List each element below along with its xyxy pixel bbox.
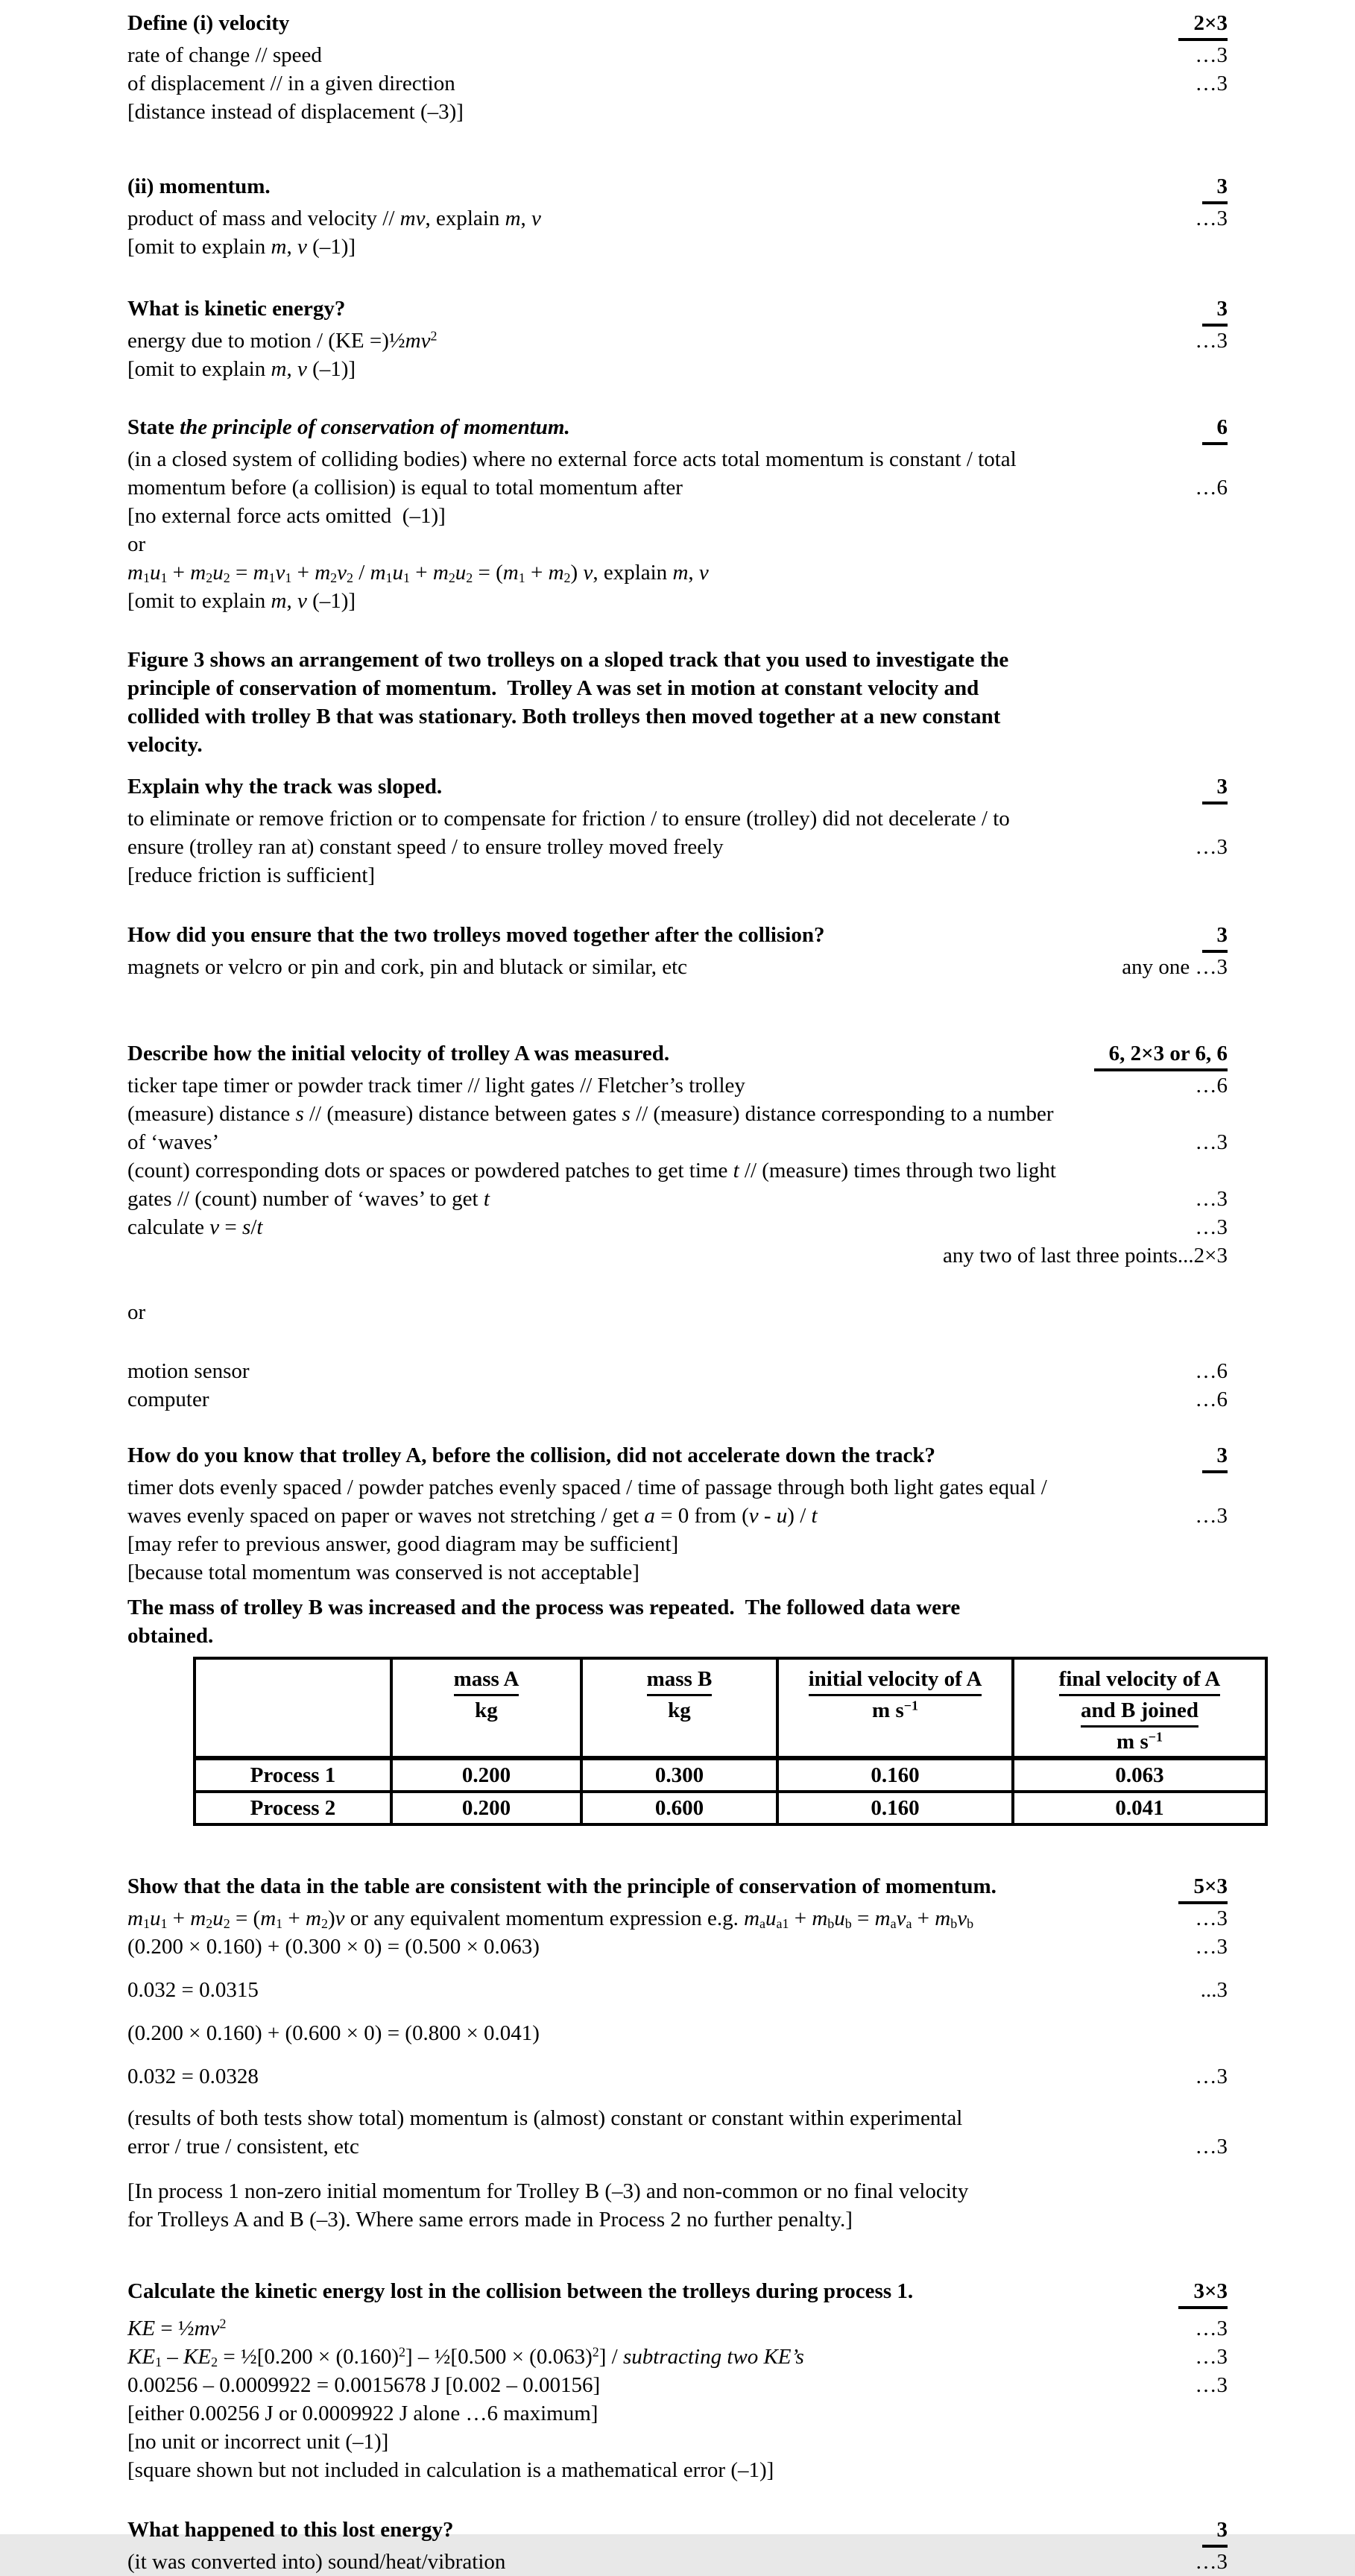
marks-awarded: …6 bbox=[1195, 1359, 1228, 1383]
line-text: [omit to explain m, v (–1)] bbox=[127, 589, 356, 613]
line-text: magnets or velcro or pin and cork, pin and blutack or similar, etc bbox=[127, 955, 687, 979]
marks-awarded: …3 bbox=[1195, 2345, 1228, 2369]
line-text: (0.200 × 0.160) + (0.300 × 0) = (0.500 × 0.063) bbox=[127, 1935, 540, 1959]
scheme-line bbox=[127, 1904, 1228, 1933]
line-text: of displacement // in a given direction bbox=[127, 72, 455, 95]
table-header-cell bbox=[777, 1658, 1013, 1758]
section-show-consistency bbox=[127, 1872, 1228, 2234]
line-text: ensure (trolley ran at) constant speed / to ensure trolley moved freely bbox=[127, 835, 724, 859]
marks-allocation: 3 bbox=[1202, 1441, 1228, 1473]
marks-awarded: …6 bbox=[1195, 1388, 1228, 1411]
marks-awarded: …3 bbox=[1195, 2550, 1228, 2574]
line-text: [no external force acts omitted (–1)] bbox=[127, 504, 446, 528]
value-cell: 0.300 bbox=[581, 1758, 777, 1792]
header-cell-line bbox=[393, 1696, 580, 1725]
table-row bbox=[195, 1758, 1266, 1792]
header-text: m $s^{-1}$ bbox=[1116, 1729, 1163, 1754]
section-figure3-scenario bbox=[127, 646, 1228, 759]
header-cell-line bbox=[583, 1696, 776, 1725]
question-heading bbox=[127, 9, 1228, 41]
table-header-cell bbox=[391, 1658, 581, 1758]
marks-allocation: 2×3 bbox=[1178, 9, 1228, 41]
scheme-line bbox=[127, 1502, 1228, 1530]
scheme-line bbox=[127, 1933, 1228, 1961]
scheme-line bbox=[127, 445, 1228, 473]
line-text: Show that the data in the table are consistent with the principle of conservation of momentum. bbox=[127, 1874, 996, 1898]
scheme-line bbox=[127, 473, 1228, 502]
section-moved-together bbox=[127, 921, 1228, 981]
header-cell-line bbox=[1014, 1696, 1265, 1728]
question-heading bbox=[127, 2516, 1228, 2548]
marks-allocation: 3 bbox=[1202, 921, 1228, 953]
question-heading bbox=[127, 413, 1228, 445]
marks-awarded: …3 bbox=[1195, 1215, 1228, 1239]
scheme-line bbox=[127, 1385, 1228, 1414]
line-text: energy due to motion / $(KE =)\frac{1}{2}mv^2$ bbox=[127, 328, 438, 353]
scheme-line bbox=[127, 587, 1228, 615]
marks-awarded: ...3 bbox=[1200, 1978, 1228, 2002]
line-text: $m_1u_1 + m_2u_2 = m_1v_1 + m_2v_2 / m_1u_1 + m_2u_2 = (m_1 + m_2)$ v, explain m, v bbox=[127, 561, 709, 585]
marks-awarded: …3 bbox=[1195, 2373, 1228, 2397]
line-text: (count) corresponding dots or spaces or powdered patches to get time t // (measure) times through two light bbox=[127, 1159, 1056, 1182]
line-text: $KE_1 - KE_2$ = ½[0.200 × $(0.160)^2$] – ½[0.500 × $(0.063)^2$] / subtracting two KE’s bbox=[127, 2344, 804, 2369]
scheme-line bbox=[127, 1241, 1228, 1270]
question-heading bbox=[127, 1872, 1228, 1904]
value-cell: 0.160 bbox=[777, 1758, 1013, 1792]
line-text: (ii) momentum. bbox=[127, 174, 271, 198]
value-cell: 0.063 bbox=[1013, 1758, 1266, 1792]
marks-awarded: …3 bbox=[1195, 1935, 1228, 1959]
line-text: for Trolleys A and B (–3). Where same errors made in Process 2 no further penalty.] bbox=[127, 2208, 853, 2232]
line-text: [omit to explain m, v (–1)] bbox=[127, 357, 356, 381]
table-header-cell bbox=[195, 1658, 391, 1758]
scheme-line bbox=[127, 2205, 1228, 2234]
scheme-line bbox=[127, 2548, 1228, 2576]
scheme-line bbox=[127, 1128, 1228, 1156]
line-text: How do you know that trolley A, before the collision, did not accelerate down the track? bbox=[127, 1443, 935, 1467]
line-text: [reduce friction is sufficient] bbox=[127, 863, 376, 887]
scheme-line bbox=[127, 1156, 1228, 1185]
marks-allocation: 3 bbox=[1202, 772, 1228, 804]
line-text: The mass of trolley B was increased and the process was repeated. The followed data were bbox=[127, 1596, 961, 1619]
scheme-line bbox=[127, 204, 1228, 233]
scheme-line bbox=[127, 1298, 1228, 1326]
row-label-cell: Process 1 bbox=[195, 1758, 391, 1792]
scheme-line bbox=[127, 833, 1228, 861]
scheme-line bbox=[127, 2371, 1228, 2399]
section-motion-sensor-alternative bbox=[127, 1357, 1228, 1414]
value-cell: 0.200 bbox=[391, 1758, 581, 1792]
scheme-line bbox=[127, 1071, 1228, 1100]
scheme-line bbox=[127, 2343, 1228, 2371]
question-heading bbox=[127, 646, 1228, 674]
line-text: or bbox=[127, 532, 146, 556]
line-text: waves evenly spaced on paper or waves not stretching / get a = 0 from (v - u) / t bbox=[127, 1504, 818, 1528]
section-initial-velocity-measurement bbox=[127, 1039, 1228, 1270]
line-text: to eliminate or remove friction or to compensate for friction / to ensure (trolley) did not decelerate / to bbox=[127, 807, 1010, 831]
line-text: [In process 1 non-zero initial momentum for Trolley B (–3) and non-common or no final velocity bbox=[127, 2179, 969, 2203]
marks-awarded: any one …3 bbox=[1122, 955, 1228, 979]
header-text: mass B bbox=[647, 1665, 713, 1696]
marks-awarded: …3 bbox=[1195, 1187, 1228, 1211]
section-conservation-principle bbox=[127, 413, 1228, 615]
scheme-line bbox=[127, 69, 1228, 98]
section-kinetic-energy bbox=[127, 295, 1228, 383]
header-text: kg bbox=[668, 1698, 691, 1722]
scheme-line bbox=[127, 233, 1228, 261]
results-table-wrap bbox=[127, 1657, 1228, 1826]
header-text: m $s^{-1}$ bbox=[872, 1698, 918, 1722]
scheme-line bbox=[127, 530, 1228, 558]
section-define-momentum bbox=[127, 172, 1228, 261]
line-text: (results of both tests show total) momentum is (almost) constant or constant within experimental bbox=[127, 2106, 963, 2130]
line-text: [either 0.00256 J or 0.0009922 J alone …6 maximum] bbox=[127, 2402, 598, 2425]
scheme-line bbox=[127, 861, 1228, 889]
line-text: Calculate the kinetic energy lost in the collision between the trolleys during process 1. bbox=[127, 2279, 914, 2303]
marks-allocation: 3 bbox=[1202, 295, 1228, 327]
line-text: (measure) distance s // (measure) distance between gates s // (measure) distance corresponding to a number bbox=[127, 1102, 1054, 1126]
question-heading bbox=[127, 731, 1228, 759]
line-text: velocity. bbox=[127, 733, 203, 757]
scheme-line bbox=[127, 2428, 1228, 2456]
marks-awarded: …3 bbox=[1195, 2065, 1228, 2088]
section-or-divider bbox=[127, 1298, 1228, 1326]
scheme-line bbox=[127, 2314, 1228, 2343]
line-text: [square shown but not included in calculation is a mathematical error (–1)] bbox=[127, 2458, 774, 2482]
line-text: or bbox=[127, 1300, 146, 1324]
line-text: [may refer to previous answer, good diagram may be sufficient] bbox=[127, 1532, 679, 1556]
line-text: [omit to explain m, v (–1)] bbox=[127, 235, 356, 259]
marks-awarded: …3 bbox=[1195, 329, 1228, 353]
question-heading bbox=[127, 921, 1228, 953]
scheme-line bbox=[127, 2177, 1228, 2205]
line-text: gates // (count) number of ‘waves’ to get t bbox=[127, 1187, 490, 1211]
table-header-cell bbox=[1013, 1658, 1266, 1758]
question-heading bbox=[127, 172, 1228, 204]
row-label-cell: Process 2 bbox=[195, 1792, 391, 1824]
value-cell: 0.041 bbox=[1013, 1792, 1266, 1824]
scheme-line bbox=[127, 2456, 1228, 2484]
header-cell-line bbox=[1014, 1665, 1265, 1696]
line-text: Describe how the initial velocity of trolley A was measured. bbox=[127, 1042, 670, 1065]
question-heading bbox=[127, 295, 1228, 327]
marks-awarded: …3 bbox=[1195, 835, 1228, 859]
marks-allocation: 6 bbox=[1202, 413, 1228, 445]
value-cell: 0.600 bbox=[581, 1792, 777, 1824]
scheme-line bbox=[127, 1185, 1228, 1213]
scheme-line bbox=[127, 1473, 1228, 1502]
line-text: momentum before (a collision) is equal to total momentum after bbox=[127, 476, 683, 500]
marks-allocation: 5×3 bbox=[1178, 1872, 1228, 1904]
scheme-line bbox=[127, 2104, 1228, 2132]
marks-allocation: 3 bbox=[1202, 2516, 1228, 2548]
line-text: 0.032 = 0.0328 bbox=[127, 2065, 259, 2088]
line-text: Explain why the track was sloped. bbox=[127, 775, 443, 799]
line-text: collided with trolley B that was stationary. Both trolleys then moved together at a new constant bbox=[127, 705, 1001, 728]
marks-awarded: …6 bbox=[1195, 1074, 1228, 1098]
header-text: final velocity of A bbox=[1059, 1665, 1221, 1696]
scheme-line bbox=[127, 1976, 1228, 2004]
line-text: principle of conservation of momentum. Trolley A was set in motion at constant velocity and bbox=[127, 676, 979, 700]
line-text: [distance instead of displacement (–3)] bbox=[127, 100, 464, 124]
marks-awarded: …3 bbox=[1195, 2317, 1228, 2340]
line-text: product of mass and velocity // mv, explain m, v bbox=[127, 207, 541, 230]
scheme-line bbox=[127, 502, 1228, 530]
line-text: motion sensor bbox=[127, 1359, 250, 1383]
question-heading bbox=[127, 1039, 1228, 1071]
question-heading bbox=[127, 1622, 1228, 1650]
scheme-line bbox=[127, 2399, 1228, 2428]
value-cell: 0.200 bbox=[391, 1792, 581, 1824]
scheme-line bbox=[127, 1357, 1228, 1385]
marks-awarded: …3 bbox=[1195, 43, 1228, 67]
header-text: kg bbox=[475, 1698, 498, 1722]
marks-awarded: …3 bbox=[1195, 1504, 1228, 1528]
line-text: calculate v = s/t bbox=[127, 1215, 263, 1239]
header-cell-line bbox=[583, 1665, 776, 1696]
scheme-line bbox=[127, 804, 1228, 833]
header-cell-line bbox=[393, 1665, 580, 1696]
question-heading bbox=[127, 702, 1228, 731]
line-text: computer bbox=[127, 1388, 209, 1411]
header-text: mass A bbox=[454, 1665, 519, 1696]
line-text: 0.00256 – 0.0009922 = 0.0015678 J [0.002 – 0.00156] bbox=[127, 2373, 601, 2397]
scheme-line bbox=[127, 2132, 1228, 2161]
line-text: [because total momentum was conserved is not acceptable] bbox=[127, 1561, 639, 1584]
question-heading bbox=[127, 1441, 1228, 1473]
header-cell-line bbox=[1014, 1728, 1265, 1756]
line-text: ticker tape timer or powder track timer // light gates // Fletcher’s trolley bbox=[127, 1074, 745, 1098]
marks-allocation: 3 bbox=[1202, 172, 1228, 204]
line-text: 0.032 = 0.0315 bbox=[127, 1978, 259, 2002]
table-header-cell bbox=[581, 1658, 777, 1758]
line-text: obtained. bbox=[127, 1624, 214, 1648]
marks-awarded: …3 bbox=[1195, 207, 1228, 230]
scheme-line bbox=[127, 2062, 1228, 2091]
line-text: (in a closed system of colliding bodies) where no external force acts total momentum is constant / total bbox=[127, 447, 1017, 471]
line-text: [no unit or incorrect unit (–1)] bbox=[127, 2430, 389, 2454]
scheme-line bbox=[127, 1530, 1228, 1558]
marks-awarded: …3 bbox=[1195, 2135, 1228, 2158]
line-text: error / true / consistent, etc bbox=[127, 2135, 359, 2158]
results-table bbox=[193, 1657, 1268, 1826]
section-data-intro bbox=[127, 1593, 1228, 1650]
section-lost-energy bbox=[127, 2516, 1228, 2576]
line-text: How did you ensure that the two trolleys moved together after the collision? bbox=[127, 923, 825, 947]
line-text: KE = $\frac{1}{2}mv^2$ bbox=[127, 2316, 227, 2340]
scheme-line bbox=[127, 558, 1228, 587]
table-header-row bbox=[195, 1658, 1266, 1758]
scheme-line bbox=[127, 41, 1228, 69]
line-text: What is kinetic energy? bbox=[127, 297, 346, 321]
line-text: (it was converted into) sound/heat/vibration bbox=[127, 2550, 506, 2574]
marks-awarded: any two of last three points...2×3 bbox=[942, 1244, 1228, 1267]
section-no-acceleration bbox=[127, 1441, 1228, 1587]
value-cell: 0.160 bbox=[777, 1792, 1013, 1824]
line-text: timer dots evenly spaced / powder patches evenly spaced / time of passage through both light gates equal / bbox=[127, 1476, 1047, 1499]
header-cell-line bbox=[779, 1696, 1011, 1725]
scheme-line bbox=[127, 953, 1228, 981]
scheme-line bbox=[127, 1213, 1228, 1241]
marks-awarded: …3 bbox=[1195, 1906, 1228, 1930]
scheme-line bbox=[127, 1558, 1228, 1587]
scheme-line bbox=[127, 327, 1228, 355]
line-text: State the principle of conservation of momentum. bbox=[127, 415, 570, 439]
marks-allocation: 3×3 bbox=[1178, 2277, 1228, 2309]
scheme-line bbox=[127, 98, 1228, 126]
question-heading bbox=[127, 1593, 1228, 1622]
question-heading bbox=[127, 772, 1228, 804]
section-kinetic-energy-lost bbox=[127, 2277, 1228, 2484]
line-text: Figure 3 shows an arrangement of two trolleys on a sloped track that you used to investigate the bbox=[127, 648, 1009, 672]
document-content bbox=[127, 9, 1228, 2576]
section-define-velocity bbox=[127, 9, 1228, 126]
line-text: Define (i) velocity bbox=[127, 11, 290, 35]
line-text: $m_1u_1 + m_2u_2 = (m_1 + m_2)v$ or any equivalent momentum expression e.g. $m_au_{a1} + m_bu_b = m_av_a + m_bv_b$ bbox=[127, 1906, 974, 1931]
scheme-line bbox=[127, 355, 1228, 383]
header-text: and B joined bbox=[1081, 1696, 1198, 1728]
question-heading bbox=[127, 674, 1228, 702]
line-text: rate of change // speed bbox=[127, 43, 322, 67]
scheme-line bbox=[127, 1100, 1228, 1128]
line-text: What happened to this lost energy? bbox=[127, 2518, 454, 2542]
line-text: (0.200 × 0.160) + (0.600 × 0) = (0.800 × 0.041) bbox=[127, 2021, 540, 2045]
table-row bbox=[195, 1792, 1266, 1824]
marks-awarded: …3 bbox=[1195, 1130, 1228, 1154]
marks-awarded: …3 bbox=[1195, 72, 1228, 95]
header-cell-line bbox=[779, 1665, 1011, 1696]
marks-allocation: 6, 2×3 or 6, 6 bbox=[1094, 1039, 1228, 1071]
scheme-line bbox=[127, 2019, 1228, 2047]
section-sloped-track bbox=[127, 772, 1228, 889]
question-heading bbox=[127, 2277, 1228, 2309]
line-text: of ‘waves’ bbox=[127, 1130, 220, 1154]
header-text: initial velocity of A bbox=[809, 1665, 982, 1696]
marks-awarded: …6 bbox=[1195, 476, 1228, 500]
